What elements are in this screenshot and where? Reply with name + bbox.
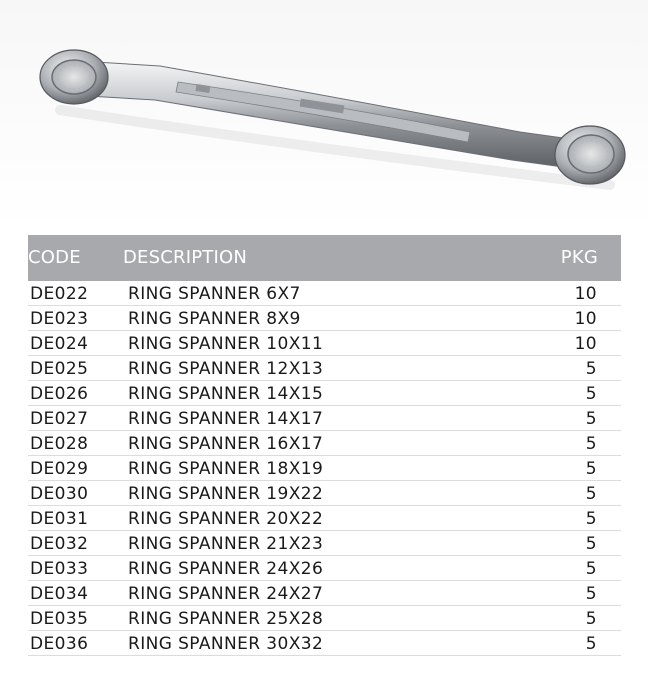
ring-spanner-photo [0,0,648,230]
cell-pkg: 5 [585,559,597,579]
cell-description: RING SPANNER 21X23 [128,534,324,554]
cell-description: RING SPANNER 14X17 [128,409,324,429]
cell-pkg: 5 [585,634,597,654]
table-row [28,606,621,631]
cell-description: RING SPANNER 14X15 [128,384,324,404]
cell-pkg: 5 [585,509,597,529]
cell-code: DE032 [30,534,89,554]
table-row [28,306,621,331]
cell-pkg: 5 [585,434,597,454]
cell-code: DE027 [30,409,89,429]
cell-code: DE033 [30,559,89,579]
cell-description: RING SPANNER 10X11 [128,334,324,354]
cell-pkg: 5 [585,484,597,504]
table-row [28,331,621,356]
cell-code: DE035 [30,609,89,629]
cell-code: DE028 [30,434,89,454]
table-row [28,531,621,556]
table-header [28,235,621,281]
cell-pkg: 5 [585,459,597,479]
cell-description: RING SPANNER 18X19 [128,459,324,479]
table-row [28,456,621,481]
table-row [28,406,621,431]
cell-pkg: 10 [574,334,597,354]
cell-pkg: 5 [585,584,597,604]
cell-code: DE025 [30,359,89,379]
cell-description: RING SPANNER 16X17 [128,434,324,454]
cell-description: RING SPANNER 12X13 [128,359,324,379]
table-row [28,506,621,531]
product-table-body [28,281,621,656]
cell-pkg: 10 [574,309,597,329]
cell-description: RING SPANNER 25X28 [128,609,324,629]
cell-code: DE030 [30,484,89,504]
cell-code: DE036 [30,634,89,654]
cell-code: DE022 [30,284,89,304]
cell-pkg: 10 [574,284,597,304]
cell-description: RING SPANNER 8X9 [128,309,301,329]
cell-code: DE029 [30,459,89,479]
column-header-code: CODE [28,247,81,268]
cell-code: DE031 [30,509,89,529]
table-row [28,431,621,456]
table-row [28,356,621,381]
table-row [28,281,621,306]
cell-pkg: 5 [585,409,597,429]
cell-description: RING SPANNER 24X27 [128,584,324,604]
cell-pkg: 5 [585,384,597,404]
cell-code: DE023 [30,309,89,329]
cell-description: RING SPANNER 6X7 [128,284,301,304]
cell-pkg: 5 [585,609,597,629]
cell-description: RING SPANNER 24X26 [128,559,324,579]
cell-code: DE034 [30,584,89,604]
table-row [28,481,621,506]
table-row [28,556,621,581]
table-row [28,381,621,406]
cell-pkg: 5 [585,359,597,379]
cell-code: DE024 [30,334,89,354]
column-header-pkg: PKG [560,247,598,268]
cell-description: RING SPANNER 30X32 [128,634,324,654]
cell-description: RING SPANNER 19X22 [128,484,324,504]
column-header-description: DESCRIPTION [123,247,248,268]
cell-pkg: 5 [585,534,597,554]
table-row [28,581,621,606]
table-row [28,631,621,656]
cell-description: RING SPANNER 20X22 [128,509,324,529]
cell-code: DE026 [30,384,89,404]
